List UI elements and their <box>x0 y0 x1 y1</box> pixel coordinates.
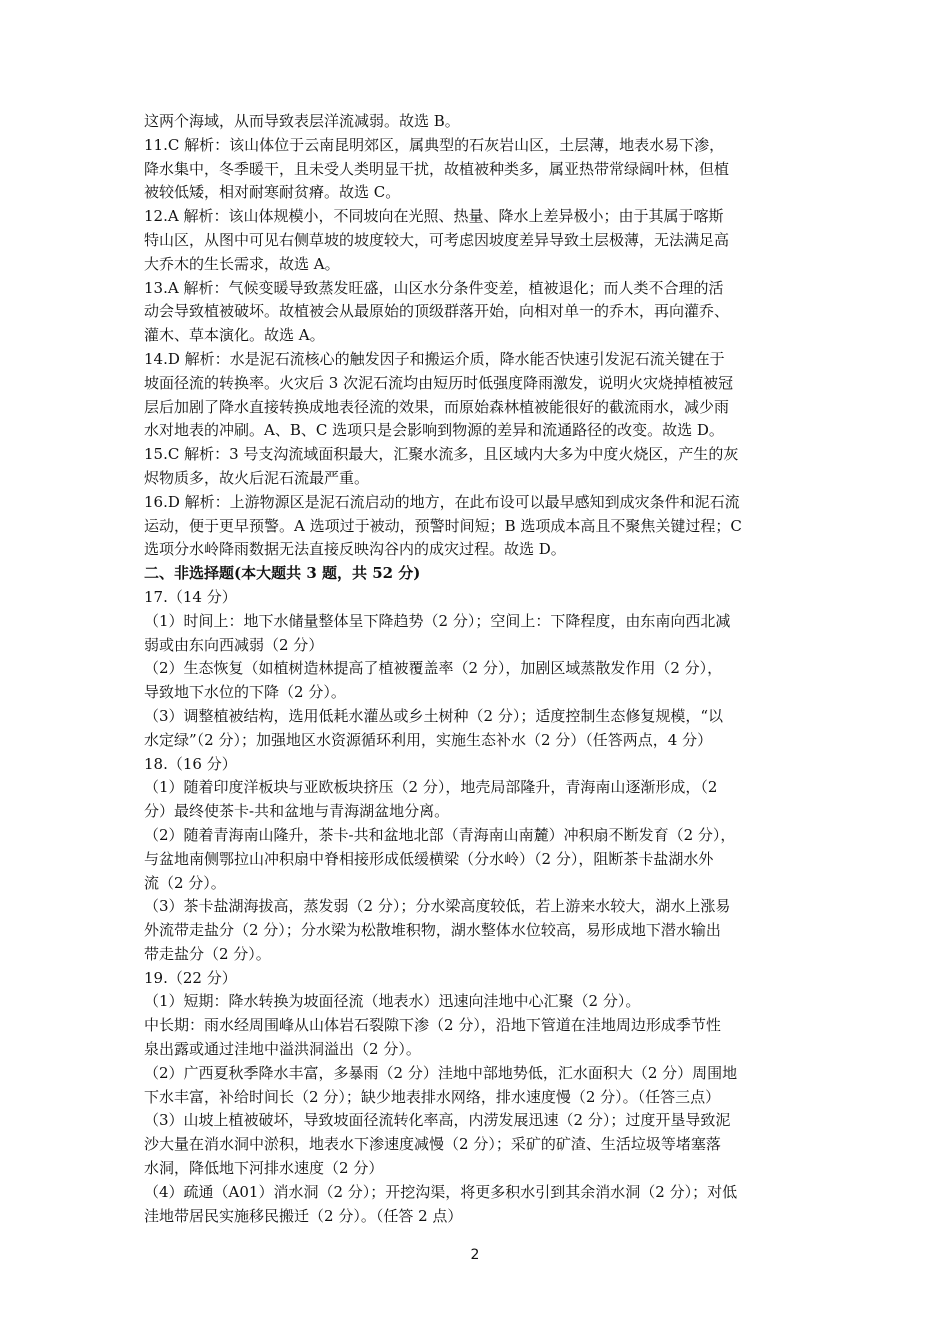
text-line: 与盆地南侧鄂拉山冲积扇中脊相接形成低缓横梁（分水岭）（2 分），阻断茶卡盐湖水外 <box>144 849 714 868</box>
text-line: 选项分水岭降雨数据无法直接反映沟谷内的成灾过程。故选 D。 <box>144 540 566 559</box>
text-line: 14.D 解析：水是泥石流核心的触发因子和搬运介质，降水能否快速引发泥石流关键在于 <box>144 349 725 368</box>
text-line: 17.（14 分） <box>144 587 237 606</box>
text-line: 泉出露或通过洼地中溢洪洞溢出（2 分）。 <box>144 1040 421 1059</box>
text-line: 19.（22 分） <box>144 968 237 987</box>
text-line: 沙大量在消水洞中淤积，地表水下渗速度减慢（2 分）；采矿的矿渣、生活垃圾等堵塞落 <box>144 1135 721 1154</box>
text-line: （3）茶卡盐湖海拔高，蒸发弱（2 分）；分水梁高度较低，若上游来水较大，湖水上涨易 <box>144 897 731 916</box>
text-line: 烬物质多，故火后泥石流最严重。 <box>144 468 370 487</box>
text-line: 坡面径流的转换率。火灾后 3 次泥石流均由短历时低强度降雨激发，说明火灾烧掉植被冠 <box>144 373 734 392</box>
text-line: 水定绿”（2 分）；加强地区水资源循环利用，实施生态补水（2 分）（任答两点，4 分） <box>144 730 713 749</box>
text-line: 下水丰富，补给时间长（2 分）；缺少地表排水网络，排水速度慢（2 分）。（任答三点） <box>144 1087 721 1106</box>
text-line: 外流带走盐分（2 分）；分水梁为松散堆积物，湖水整体水位较高，易形成地下潜水输出 <box>144 921 721 940</box>
text-line: 12.A 解析：该山体规模小，不同坡向在光照、热量、降水上差异极小；由于其属于喀斯 <box>144 207 724 226</box>
text-line: 流（2 分）。 <box>144 873 226 892</box>
text-line: （1）时间上：地下水储量整体呈下降趋势（2 分）；空间上：下降程度，由东南向西北减 <box>144 611 731 630</box>
text-line: 16.D 解析：上游物源区是泥石流启动的地方，在此布设可以最早感知到成灾条件和泥石流 <box>144 492 740 511</box>
text-line: （2）生态恢复（如植树造林提高了植被覆盖率（2 分），加剧区域蒸散发作用（2 分）， <box>144 659 723 678</box>
text-line: 中长期：雨水经周围峰从山体岩石裂隙下渗（2 分），沿地下管道在洼地周边形成季节性 <box>144 1016 721 1035</box>
text-line: 水对地表的冲刷。A、B、C 选项只是会影响到物源的差异和流通路径的改变。故选 D。 <box>144 421 724 440</box>
text-line: （1）短期：降水转换为坡面径流（地表水）迅速向洼地中心汇聚（2 分）。 <box>144 992 641 1011</box>
text-line: （1）随着印度洋板块与亚欧板块挤压（2 分），地壳局部隆升，青海南山逐渐形成，（2 <box>144 778 718 797</box>
text-line: （2）广西夏秋季降水丰富，多暴雨（2 分）洼地中部地势低，汇水面积大（2 分）周围地 <box>144 1063 738 1082</box>
text-line: 大乔木的生长需求，故选 A。 <box>144 254 340 273</box>
text-line: （4）疏通（A01）消水洞（2 分）；开挖沟渠，将更多积水引到其余消水洞（2 分）；对低 <box>144 1182 738 1201</box>
text-line: 18.（16 分） <box>144 754 237 773</box>
text-line: 层后加剧了降水直接转换成地表径流的效果，而原始森林植被能很好的截流雨水，减少雨 <box>144 397 730 416</box>
text-line: 灌木、草本演化。故选 A。 <box>144 326 325 345</box>
text-line: 弱或由东向西减弱（2 分） <box>144 635 324 654</box>
text-line: 水洞，降低地下河排水速度（2 分） <box>144 1159 384 1178</box>
text-line: 特山区，从图中可见右侧草坡的坡度较大，可考虑因坡度差异导致土层极薄，无法满足高 <box>144 230 730 249</box>
text-line: 这两个海域，从而导致表层洋流减弱。故选 B。 <box>144 112 460 130</box>
answer-text <box>144 110 812 1228</box>
text-line: 带走盐分（2 分）。 <box>144 944 271 963</box>
text-line: 11.C 解析：该山体位于云南昆明郊区，属典型的石灰岩山区，土层薄，地表水易下渗， <box>144 135 725 154</box>
text-line: （3）调整植被结构，选用低耗水灌丛或乡土树种（2 分）；适度控制生态修复规模，“以 <box>144 706 724 725</box>
text-line: 动会导致植被破坏。故植被会从最原始的顶级群落开始，向相对单一的乔木，再向灌乔、 <box>144 302 730 321</box>
text-line: 15.C 解析：3 号支沟流域面积最大，汇聚水流多，且区域内大多为中度火烧区，产生的灰 <box>144 445 739 464</box>
text-line: 被较低矮，相对耐寒耐贫瘠。故选 C。 <box>144 183 401 202</box>
text-line: 导致地下水位的下降（2 分）。 <box>144 683 346 702</box>
text-line: 降水集中，冬季暖干，且未受人类明显干扰，故植被种类多，属亚热带常绿阔叶林，但植 <box>144 159 730 178</box>
text-line: 分）最终使茶卡-共和盆地与青海湖盆地分离。 <box>144 802 450 821</box>
page-number: 2 <box>470 1247 480 1263</box>
text-line: 洼地带居民实施移民搬迁（2 分）。（任答 2 点） <box>144 1206 463 1225</box>
text-line: 13.A 解析：气候变暖导致蒸发旺盛，山区水分条件变差，植被退化；而人类不合理的活 <box>144 278 724 297</box>
text-line: 运动，便于更早预警。A 选项过于被动，预警时间短；B 选项成本高且不聚焦关键过程；C <box>144 516 742 535</box>
section-heading: 二、非选择题(本大题共 3 题，共 52 分) <box>144 564 421 583</box>
text-line: （3）山坡上植被破坏，导致坡面径流转化率高，内涝发展迅速（2 分）；过度开垦导致泥 <box>144 1111 731 1130</box>
text-line: （2）随着青海南山隆升，茶卡-共和盆地北部（青海南山南麓）冲积扇不断发育（2 分）， <box>144 825 736 844</box>
